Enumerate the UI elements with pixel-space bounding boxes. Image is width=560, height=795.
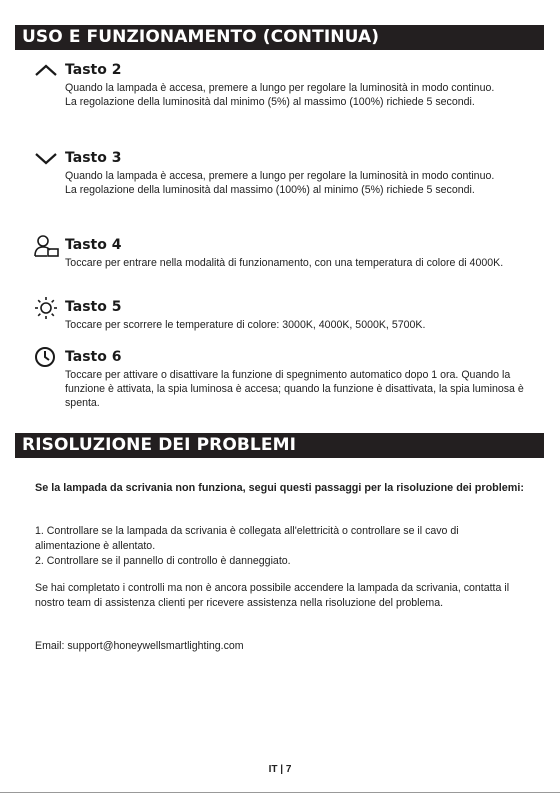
button-description [65,169,540,197]
troubleshooting-steps [35,524,525,569]
sun-icon [34,296,58,320]
button-description [65,256,540,270]
bottom-divider [0,792,560,793]
troubleshooting-note: Se hai completato i controlli ma non è ancora possibile accendere la lampada da scrivania, contatta il nostro team di assistenza clienti per ricevere assistenza nella risoluzione del problema. [35,582,510,609]
troubleshooting-intro: Se la lampada da scrivania non funziona, segui questi passaggi per la risoluzione dei problemi: [35,482,524,494]
button-title: Tasto 3 [65,150,122,166]
troubleshooting-step: 1. Controllare se la lampada da scrivania è collegata all'elettricità o controllare se il cavo di alimentazione è allentato. [35,525,459,552]
support-email: Email: support@honeywellsmartlighting.com [35,640,244,652]
description-line: La regolazione della luminosità dal massimo (100%) al minimo (5%) richiede 5 secondi. [65,184,475,197]
description-line: Toccare per entrare nella modalità di funzionamento, con una temperatura di colore di 4000K. [65,257,504,269]
description-line: Quando la lampada è accesa, premere a lungo per regolare la luminosità in modo continuo. [65,170,495,182]
button-title: Tasto 4 [65,237,122,253]
button-title: Tasto 5 [65,299,122,315]
button-description [65,318,540,332]
page-number: IT | 7 [268,764,292,775]
description-line: La regolazione della luminosità dal minimo (5%) al massimo (100%) richiede 5 secondi. [65,96,475,109]
clock-icon [34,346,58,370]
button-description [65,368,540,411]
person-desk-icon [34,234,58,258]
button-title: Tasto 6 [65,349,122,365]
section-title-troubleshooting: RISOLUZIONE DEI PROBLEMI [15,433,544,458]
button-description [65,81,540,109]
chevron-up-icon [34,62,58,86]
description-line: Toccare per attivare o disattivare la funzione di spegnimento automatico dopo 1 ora. Quando la funzione è attivata, la spia luminosa è accesa; quando la funzione è disattivata, la spia luminosa è spenta. [65,369,524,410]
button-title: Tasto 2 [65,62,122,78]
description-line: Quando la lampada è accesa, premere a lungo per regolare la luminosità in modo continuo. [65,82,495,94]
description-line: Toccare per scorrere le temperature di colore: 3000K, 4000K, 5000K, 5700K. [65,319,426,331]
troubleshooting-step: 2. Controllare se il pannello di controllo è danneggiato. [35,555,291,567]
section-title-usage: USO E FUNZIONAMENTO (CONTINUA) [15,25,544,50]
chevron-down-icon [34,150,58,174]
